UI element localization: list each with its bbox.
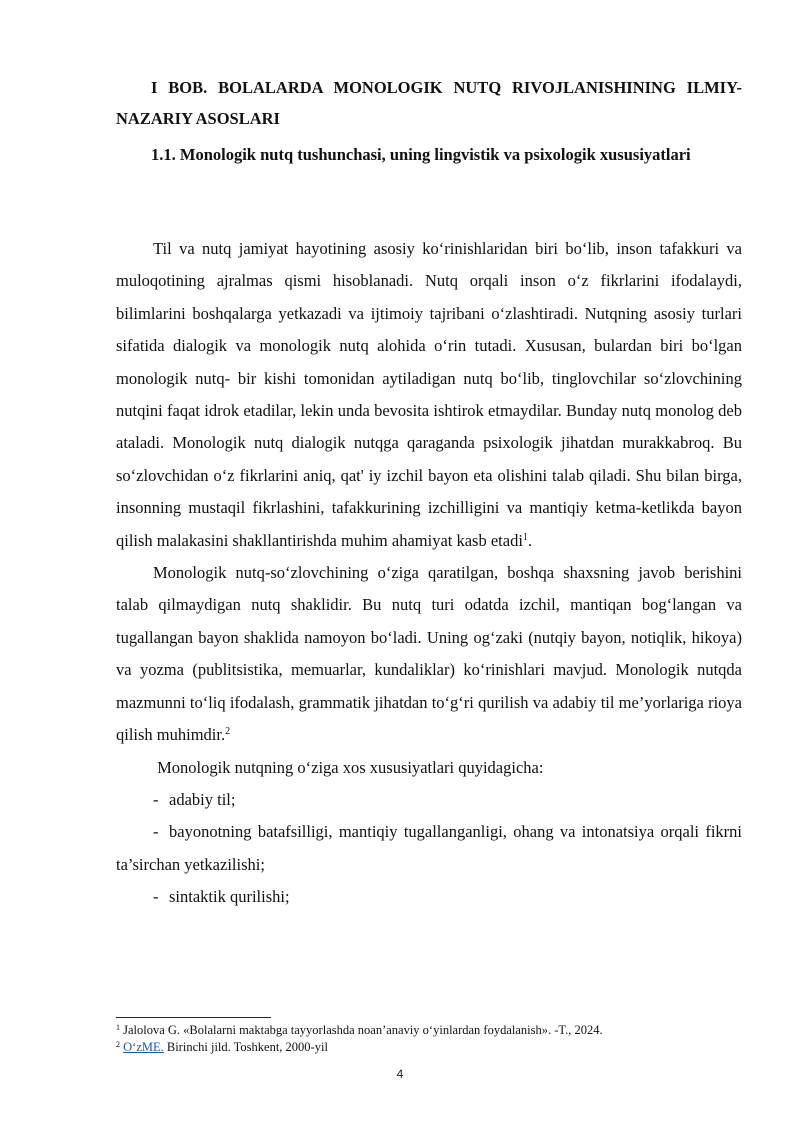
footnote-1 bbox=[116, 1022, 742, 1039]
list-item bbox=[116, 784, 742, 816]
footnote-link[interactable]: O‘zME. bbox=[123, 1040, 164, 1054]
footnote-separator bbox=[116, 1017, 271, 1018]
list-dash: - bbox=[153, 789, 159, 809]
paragraph-1-end: . bbox=[527, 530, 533, 550]
paragraph-2-text: Monologik nutq-so‘zlovchining o‘ziga qaratilgan, boshqa shaxsning javob berishini talab qilmaydigan nutq shaklidir. Bu nutq turi odatda izchil, mantiqan bog‘langan va tugallangan bayon shaklida namoyon bo‘ladi. Uning og‘zaki (nutqiy bayon, notiqlik, hikoya) va yozma (publitsistika, memuarlar, kundaliklar) ko‘rinishlari mavjud. Monologik nutqda mazmunni to‘liq ifodalash, grammatik jihatdan to‘g‘ri qurilish va adabiy til me’yorlariga rioya qilish muhimdir. bbox=[116, 563, 742, 745]
body-text bbox=[116, 233, 742, 914]
list-intro-text: Monologik nutqning o‘ziga xos xususiyatlari quyidagicha: bbox=[157, 757, 544, 777]
footnote-ref-1[interactable]: 1 bbox=[522, 531, 528, 543]
page-number: 4 bbox=[396, 1067, 404, 1081]
list-item bbox=[116, 881, 742, 913]
paragraph-1-text: Til va nutq jamiyat hayotining asosiy ko‘rinishlaridan biri bo‘lib, inson tafakkuri va muloqotining ajralmas qismi hisoblanadi. Nutq orqali inson o‘z fikrlarini ifodalaydi, bilimlarini boshqalarga yetkazadi va ijtimoiy tajribani o‘zlashtiradi. Nutqning asosiy turlari sifatida dialogik va monologik nutq alohida o‘rin tutadi. Xususan, bulardan biri bo‘lgan monologik nutq- bir kishi tomonidan aytiladigan nutq bo‘lib, tinglovchilar so‘zlovchining nutqini faqat idrok etadilar, lekin unda bevosita ishtirok etmaydilar. Bunday nutq monolog deb ataladi. Monologik nutq dialogik nutqga qaraganda psixologik jihatdan murakkabroq. Bu so‘zlovchidan o‘z fikrlarini aniq, qat' iy izchil bayon eta olishini talab qiladi. Shu bilan birga, insonning mustaqil fikrlashini, tafakkurining izchilligini va mantiqiy ketma-ketlikda bayon qilish malakasini shakllantirishda muhim ahamiyat kasb etadi bbox=[116, 239, 742, 550]
footnote-number: 2 bbox=[116, 1040, 120, 1049]
footnote-2 bbox=[116, 1039, 742, 1056]
footnote-text: Jalolova G. «Bolalarni maktabga tayyorlashda noan’anaviy o‘yinlardan foydalanish». -T., 2024. bbox=[123, 1023, 603, 1037]
list-dash: - bbox=[153, 822, 159, 842]
paragraph-2 bbox=[116, 557, 742, 751]
footnote-number: 1 bbox=[116, 1023, 120, 1032]
footnote-text: Birinchi jild. Toshkent, 2000-yil bbox=[163, 1040, 328, 1054]
footnote-ref-2[interactable]: 2 bbox=[225, 726, 231, 738]
footnotes bbox=[116, 1022, 742, 1056]
chapter-title: I BOB. BOLALARDA MONOLOGIK NUTQ RIVOJLANISHINING ILMIY-NAZARIY ASOSLARI bbox=[116, 78, 742, 128]
list-item-text: sintaktik qurilishi; bbox=[169, 887, 290, 907]
list-item-text: adabiy til; bbox=[169, 789, 236, 809]
list-item bbox=[116, 816, 742, 881]
list-dash: - bbox=[153, 887, 159, 907]
list-item-text: bayonotning batafsilligi, mantiqiy tugallanganligi, ohang va intonatsiya orqali fikrni ta’sirchan yetkazilishi; bbox=[116, 822, 742, 874]
paragraph-1 bbox=[116, 233, 742, 557]
list-intro bbox=[116, 752, 742, 784]
section-title: 1.1. Monologik nutq tushunchasi, uning lingvistik va psixologik xususiyatlari bbox=[151, 145, 691, 164]
